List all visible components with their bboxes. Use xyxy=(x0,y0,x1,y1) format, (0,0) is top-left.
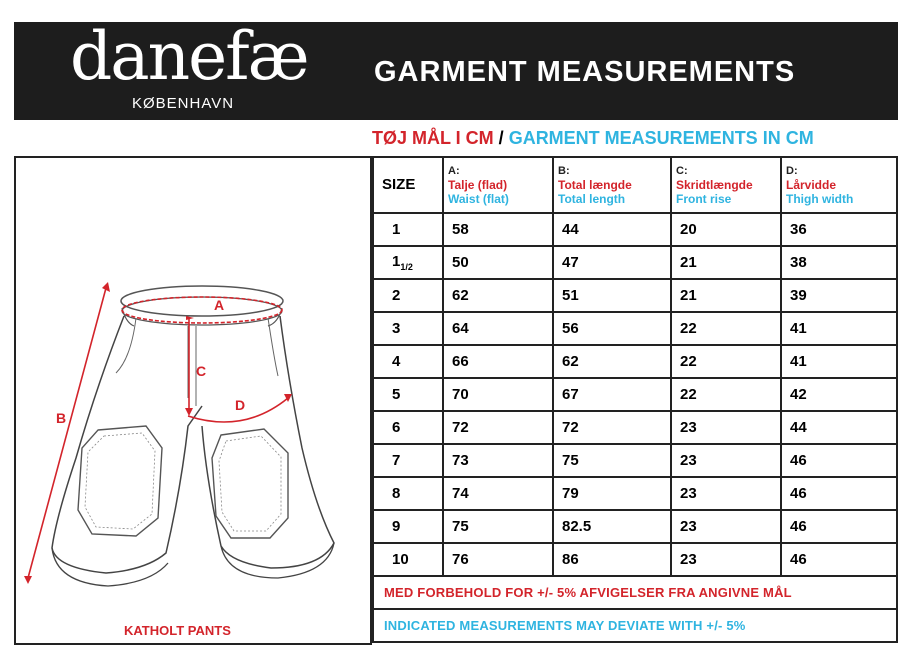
size-cell: 6 xyxy=(373,411,443,444)
column-english-label: Front rise xyxy=(676,192,732,206)
table-row xyxy=(373,543,897,576)
measurement-cell: 82.5 xyxy=(553,510,671,543)
measurement-cell: 56 xyxy=(553,312,671,345)
size-cell: 10 xyxy=(373,543,443,576)
table-row xyxy=(373,345,897,378)
measurement-cell: 23 xyxy=(671,543,781,576)
measurement-cell: 76 xyxy=(443,543,553,576)
size-cell: 1 xyxy=(373,213,443,246)
table-header-row xyxy=(373,157,897,213)
measurement-cell: 44 xyxy=(553,213,671,246)
column-code: A: xyxy=(448,165,460,177)
column-english-label: Thigh width xyxy=(786,192,854,206)
subtitle-danish: TØJ MÅL I CM xyxy=(372,128,494,148)
measurement-cell: 38 xyxy=(781,246,897,279)
table-row xyxy=(373,510,897,543)
table-row xyxy=(373,444,897,477)
size-column-header: SIZE xyxy=(373,157,443,213)
table-row xyxy=(373,477,897,510)
size-cell: 5 xyxy=(373,378,443,411)
column-english-label: Waist (flat) xyxy=(448,192,509,206)
size-cell: 4 xyxy=(373,345,443,378)
measurement-cell: 46 xyxy=(781,477,897,510)
measurement-cell: 73 xyxy=(443,444,553,477)
measurement-cell: 39 xyxy=(781,279,897,312)
measurement-cell: 58 xyxy=(443,213,553,246)
measurement-cell: 62 xyxy=(443,279,553,312)
measurement-cell: 74 xyxy=(443,477,553,510)
column-header-waist xyxy=(443,157,553,213)
measurement-cell: 47 xyxy=(553,246,671,279)
column-code: D: xyxy=(786,165,798,177)
measurement-cell: 64 xyxy=(443,312,553,345)
measurement-cell: 66 xyxy=(443,345,553,378)
column-danish-label: Talje (flad) xyxy=(448,178,508,192)
table-row xyxy=(373,378,897,411)
measurement-cell: 86 xyxy=(553,543,671,576)
measurement-cell: 23 xyxy=(671,510,781,543)
measurement-cell: 22 xyxy=(671,312,781,345)
note-row-danish xyxy=(373,576,897,609)
measurement-cell: 23 xyxy=(671,411,781,444)
table-row xyxy=(373,312,897,345)
measurement-cell: 70 xyxy=(443,378,553,411)
measure-label-a: A xyxy=(214,297,225,313)
measurement-cell: 67 xyxy=(553,378,671,411)
measurement-cell: 22 xyxy=(671,378,781,411)
note-row-english xyxy=(373,609,897,642)
measurement-cell: 46 xyxy=(781,543,897,576)
table-row xyxy=(373,246,897,279)
garment-drawing-panel xyxy=(14,156,372,645)
measurement-cell: 72 xyxy=(553,411,671,444)
measurement-cell: 22 xyxy=(671,345,781,378)
disclaimer-english: INDICATED MEASUREMENTS MAY DEVIATE WITH +/- 5% xyxy=(373,609,897,642)
table-row xyxy=(373,213,897,246)
column-header-rise xyxy=(671,157,781,213)
page-title: GARMENT MEASUREMENTS xyxy=(374,56,796,88)
measurement-cell: 44 xyxy=(781,411,897,444)
column-danish-label: Skridtlængde xyxy=(676,178,753,192)
measurement-cell: 23 xyxy=(671,444,781,477)
measurement-cell: 51 xyxy=(553,279,671,312)
column-code: B: xyxy=(558,165,570,177)
measurement-cell: 36 xyxy=(781,213,897,246)
measurement-cell: 46 xyxy=(781,444,897,477)
table-row xyxy=(373,411,897,444)
measurement-cell: 50 xyxy=(443,246,553,279)
header-bar xyxy=(14,18,898,120)
measure-label-d: D xyxy=(235,397,246,413)
size-cell: 9 xyxy=(373,510,443,543)
column-danish-label: Total længde xyxy=(558,178,632,192)
column-header-thigh xyxy=(781,157,897,213)
measurement-cell: 21 xyxy=(671,279,781,312)
units-subtitle xyxy=(372,128,814,149)
measurement-cell: 20 xyxy=(671,213,781,246)
size-cell: 3 xyxy=(373,312,443,345)
size-cell: 2 xyxy=(373,279,443,312)
disclaimer-danish: MED FORBEHOLD FOR +/- 5% AFVIGELSER FRA ANGIVNE MÅL xyxy=(373,576,897,609)
brand-logo-subtitle: KØBENHAVN xyxy=(132,95,235,112)
measurement-cell: 62 xyxy=(553,345,671,378)
pants-illustration xyxy=(16,158,372,645)
measure-label-c: C xyxy=(196,363,207,379)
column-code: C: xyxy=(676,165,688,177)
measurement-cell: 72 xyxy=(443,411,553,444)
measurements-table xyxy=(372,156,898,643)
product-name: KATHOLT PANTS xyxy=(124,623,231,638)
table-row xyxy=(373,279,897,312)
column-danish-label: Lårvidde xyxy=(786,178,837,192)
measurement-cell: 23 xyxy=(671,477,781,510)
size-cell: 8 xyxy=(373,477,443,510)
measurement-cell: 41 xyxy=(781,312,897,345)
measurement-cell: 42 xyxy=(781,378,897,411)
subtitle-separator: / xyxy=(493,128,509,148)
subtitle-english: GARMENT MEASUREMENTS IN CM xyxy=(508,128,814,148)
brand-logo: danefæ xyxy=(70,18,308,95)
size-cell: $1_{1/2}$ xyxy=(373,246,443,279)
measurement-cell: 21 xyxy=(671,246,781,279)
measurement-cell: 79 xyxy=(553,477,671,510)
size-cell: 7 xyxy=(373,444,443,477)
measure-label-b: B xyxy=(56,410,67,426)
measurement-cell: 41 xyxy=(781,345,897,378)
measurement-cell: 46 xyxy=(781,510,897,543)
measurement-cell: 75 xyxy=(553,444,671,477)
measurement-cell: 75 xyxy=(443,510,553,543)
column-header-length xyxy=(553,157,671,213)
column-english-label: Total length xyxy=(558,192,626,206)
